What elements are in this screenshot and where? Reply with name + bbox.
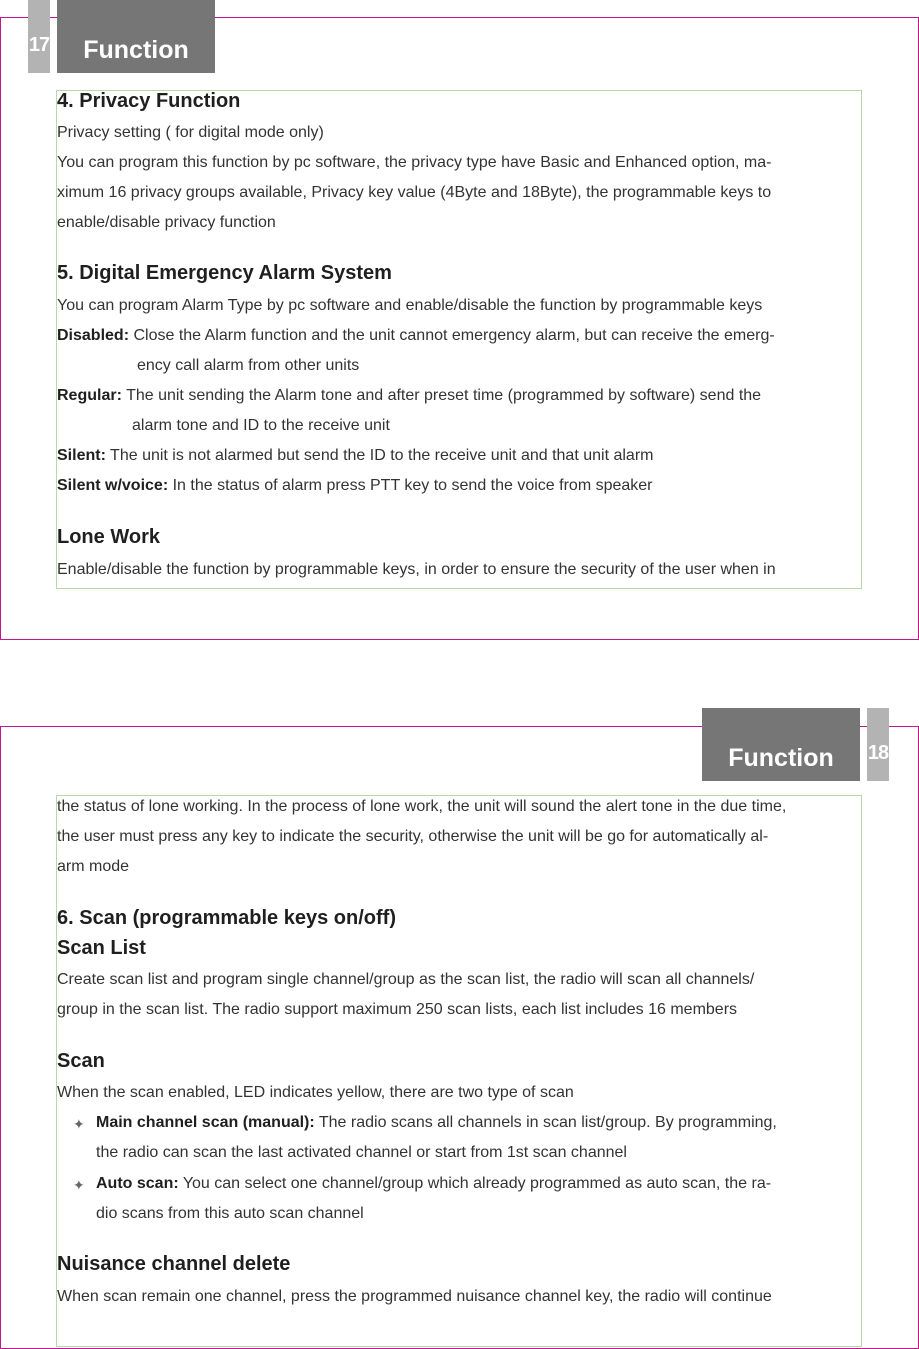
paragraph-line: dio scans from this auto scan channel bbox=[96, 1205, 364, 1222]
term-text: You can select one channel/group which already programmed as auto scan, the ra- bbox=[178, 1175, 772, 1192]
paragraph-line: You can program Alarm Type by pc software and enable/disable the function by programmable keys bbox=[57, 297, 763, 314]
scan-subheading: Scan bbox=[57, 1050, 105, 1072]
alarm-silent-line bbox=[57, 447, 653, 465]
bullet-star-icon: ✦ bbox=[73, 1177, 85, 1193]
paragraph-line: the radio can scan the last activated channel or start from 1st scan channel bbox=[96, 1144, 627, 1161]
term-label: Silent w/voice: bbox=[57, 477, 169, 494]
auto-scan-line bbox=[96, 1175, 771, 1193]
paragraph-line: When scan remain one channel, press the programmed nuisance channel key, the radio will continue bbox=[57, 1288, 772, 1305]
alarm-regular-line bbox=[57, 387, 761, 405]
term-text: The unit sending the Alarm tone and after preset time (programmed by software) send the bbox=[121, 387, 762, 404]
alarm-silent-voice-line bbox=[57, 477, 653, 495]
term-label: Disabled: bbox=[57, 327, 130, 344]
term-text: Close the Alarm function and the unit cannot emergency alarm, but can receive the emerg- bbox=[129, 327, 775, 344]
lone-work-heading: Lone Work bbox=[57, 526, 160, 548]
paragraph-line: group in the scan list. The radio support maximum 250 scan lists, each list includes 16 members bbox=[57, 1001, 738, 1018]
page-number-tab: 17 bbox=[28, 0, 50, 73]
scan-heading: 6. Scan (programmable keys on/off) bbox=[57, 907, 396, 929]
paragraph-line: When the scan enabled, LED indicates yellow, there are two type of scan bbox=[57, 1084, 574, 1101]
privacy-heading: 4. Privacy Function bbox=[57, 90, 241, 112]
alarm-disabled-line bbox=[57, 327, 775, 345]
paragraph-line: Enable/disable the function by programmable keys, in order to ensure the security of the user when in bbox=[57, 561, 776, 578]
section-title-tab: Function bbox=[57, 0, 215, 73]
bullet-star-icon: ✦ bbox=[73, 1116, 85, 1132]
paragraph-line: arm mode bbox=[57, 858, 130, 875]
main-scan-line bbox=[96, 1114, 777, 1132]
paragraph-line: ximum 16 privacy groups available, Privacy key value (4Byte and 18Byte), the programmable keys to bbox=[57, 184, 772, 201]
scan-list-heading: Scan List bbox=[57, 937, 146, 959]
paragraph-line: enable/disable privacy function bbox=[57, 214, 276, 231]
term-text: In the status of alarm press PTT key to send the voice from speaker bbox=[168, 477, 653, 494]
paragraph-line: Create scan list and program single channel/group as the scan list, the radio will scan all channels/ bbox=[57, 971, 755, 988]
alarm-heading: 5. Digital Emergency Alarm System bbox=[57, 262, 392, 284]
page-number-tab: 18 bbox=[867, 708, 889, 781]
term-text: The unit is not alarmed but send the ID to the receive unit and that unit alarm bbox=[105, 447, 654, 464]
paragraph-line: Privacy setting ( for digital mode only) bbox=[57, 124, 324, 141]
paragraph-line: the status of lone working. In the process of lone work, the unit will sound the alert tone in the due time, bbox=[57, 798, 787, 815]
paragraph-line: You can program this function by pc software, the privacy type have Basic and Enhanced option, ma- bbox=[57, 154, 772, 171]
term-label: Auto scan: bbox=[96, 1175, 179, 1192]
paragraph-line: the user must press any key to indicate the security, otherwise the unit will be go for automatically al- bbox=[57, 828, 769, 845]
term-label: Regular: bbox=[57, 387, 122, 404]
term-label: Main channel scan (manual): bbox=[96, 1114, 315, 1131]
term-text: The radio scans all channels in scan list/group. By programming, bbox=[314, 1114, 777, 1131]
paragraph-line: ency call alarm from other units bbox=[137, 357, 360, 374]
term-label: Silent: bbox=[57, 447, 106, 464]
section-title-tab: Function bbox=[702, 708, 860, 781]
paragraph-line: alarm tone and ID to the receive unit bbox=[132, 417, 390, 434]
nuisance-heading: Nuisance channel delete bbox=[57, 1253, 291, 1275]
